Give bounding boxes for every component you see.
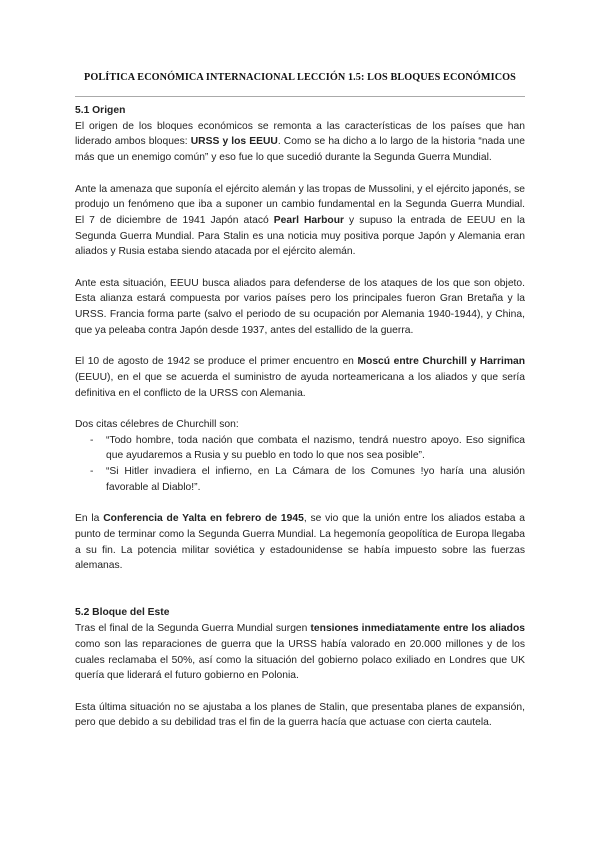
paragraph [75,354,525,401]
paragraph: Esta última situación no se ajustaba a los planes de Stalin, que presentaba planes de expansión, pero que debido a su debilidad tras el fin de la guerra hacía que actuase con cierta cautela. [75,701,525,729]
paragraph: Ante esta situación, EEUU busca aliados para defenderse de los ataques de los que son objeto. Esta alianza estará compuesta por varios países pero los principales fueron Gran Bretaña y la URSS. Francia forma parte (salvo el periodo de su ocupación por Alemania 1940-1944), y China, que ya peleaba contra Japón desde 1937, antes del estallido de la guerra. [75,277,525,336]
bold-text: tensiones inmediatamente entre los aliados [310,623,525,635]
text-run: En la [75,513,104,525]
paragraph [75,511,525,574]
list-item [75,433,525,464]
quote-text: “Todo hombre, toda nación que combata el nazismo, tendrá nuestro apoyo. Eso significa que ayudaremos a Rusia y su pueblo en todo lo que nos sea posible”. [106,434,525,462]
paragraph [75,182,525,261]
text-run: , se vio que la unión entre los aliados estaba a punto de terminar como la Segunda Guerra Mundial. La hegemonía geopolítica de Europa llegaba a su fin. La potencia militar soviética y estadounidense se había impuesto sobre las fuerzas alemanas. [75,513,525,572]
text-run: El origen de los bloques económicos se remonta a las características de los países que han liderado ambos bloques: [75,120,525,148]
quotes-intro: Dos citas célebres de Churchill son: [75,419,239,430]
quote-text: “Si Hitler invadiera el infierno, en La Cámara de los Comunes !yo haría una alusión favorable al Diablo!”. [106,466,525,493]
title-divider [75,96,525,97]
text-run: (EEUU), en el que se acuerda el suministro de ayuda norteamericana a los aliados y que sería definitiva en el conflicto de la URSS con Alemania. [75,371,525,399]
paragraph [75,119,525,166]
paragraph [75,621,525,684]
text-run: Tras el final de la Segunda Guerra Mundial surgen [75,623,311,635]
text-run: El 10 de agosto de 1942 se produce el primer encuentro en [75,356,358,368]
bold-text: Moscú entre Churchill y Harriman [357,356,525,368]
list-item [75,464,525,495]
text-run: Ante la amenaza que suponía el ejército alemán y las tropas de Mussolini, y el ejército japonés, se produjo un fenómeno que iba a suponer un cambio fundamental en la Segunda Guerra Mundial. El 7 de diciembre de 1941 Japón atacó [75,183,525,226]
bullet-dash: - [90,434,94,446]
section-heading-bloque-este: 5.2 Bloque del Este [75,607,170,619]
bold-text: Pearl Harbour [273,214,345,226]
section-heading-origen: 5.1 Origen [75,105,126,116]
quotes-list [75,433,525,496]
text-run: y supuso la entrada de EEUU en la Segunda Guerra Mundial. Para Stalin es una noticia muy positiva porque Japón y Alemania eran aliados y Rusia estaba siendo atacada por el ejército alemán. [75,214,525,258]
bullet-dash: - [90,466,94,478]
bold-text: URSS y los EEUU [190,136,278,148]
bold-text: Conferencia de Yalta en febrero de 1945 [103,513,304,525]
document-body [75,103,525,731]
page-title: POLÍTICA ECONÓMICA INTERNACIONAL LECCIÓN 1.5: LOS BLOQUES ECONÓMICOS [84,72,516,83]
text-run: como son las reparaciones de guerra que la URSS había valorado en 20.000 millones y de los cuales reclamaba el 50%, así como la situación del gobierno polaco exiliado en Londres que UK quería que liderará el futuro gobierno en Polonia. [75,638,525,682]
text-run: . Como se ha dicho a lo largo de la historia “nada une más que un enemigo común” y eso fue lo que sucedió durante la Segunda Guerra Mundial. [75,136,525,164]
